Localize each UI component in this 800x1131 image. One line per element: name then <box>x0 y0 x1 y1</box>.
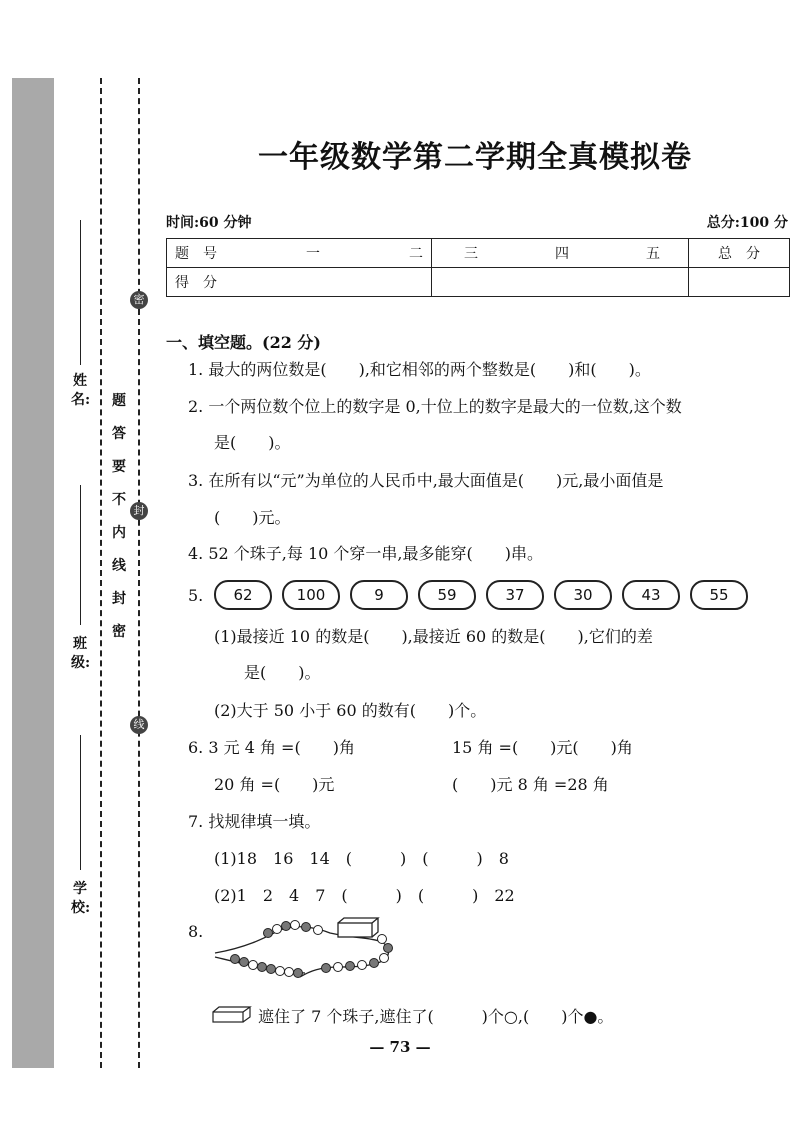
cloud-number: 55 <box>690 580 748 610</box>
total-score: 总分:100 分 <box>706 215 788 231</box>
margin-char: 密 <box>112 624 126 640</box>
class-blank <box>80 485 81 625</box>
score-row <box>167 268 790 297</box>
bead-string-illustration <box>210 915 406 987</box>
box-icon <box>212 1006 252 1024</box>
question-3: 3. 在所有以“元”为单位的人民币中,最大面值是( )元,最小面值是 <box>188 471 664 490</box>
margin-char: 要 <box>112 459 126 475</box>
question-8-text: 遮住了 7 个珠子,遮住了( )个○,( )个●。 <box>258 1007 614 1026</box>
margin-char: 线 <box>112 558 126 574</box>
question-4: 4. 52 个珠子,每 10 个穿一串,最多能穿( )串。 <box>188 544 543 563</box>
cloud-number: 30 <box>554 580 612 610</box>
question-3-cont: ( )元。 <box>214 508 291 527</box>
score-total-cell[interactable] <box>689 268 790 297</box>
question-2-cont: 是( )。 <box>214 433 291 452</box>
margin-char: 题 <box>112 393 126 409</box>
cloud-number: 59 <box>418 580 476 610</box>
score-header-cell <box>432 239 689 268</box>
cloud-number: 100 <box>282 580 340 610</box>
seal-mark: 封 <box>130 502 148 520</box>
header-col-5: 五 <box>646 246 660 262</box>
header-label: 题 号 <box>175 246 217 262</box>
question-6b: 15 角 =( )元( )角 <box>452 738 633 757</box>
question-7-2: (2)1 2 4 7 ( ) ( ) 22 <box>214 886 515 905</box>
header-col-4: 四 <box>555 246 569 262</box>
question-5: 5. <box>188 586 204 605</box>
page-number: — 73 — <box>369 1038 431 1056</box>
margin-char: 答 <box>112 426 126 442</box>
header-col-1: 一 <box>306 246 320 262</box>
question-6d: ( )元 8 角 =28 角 <box>452 775 609 794</box>
margin-char: 不 <box>112 492 126 508</box>
cloud-numbers <box>214 580 748 610</box>
section-heading: 一、填空题。(22 分) <box>166 333 321 352</box>
seal-mark: 线 <box>130 716 148 734</box>
score-header-cell <box>167 239 432 268</box>
header-total: 总 分 <box>689 239 790 268</box>
question-1: 1. 最大的两位数是( ),和它相邻的两个整数是( )和( )。 <box>188 360 651 379</box>
header-col-2: 二 <box>409 246 423 262</box>
cloud-number: 37 <box>486 580 544 610</box>
question-5-1: (1)最接近 10 的数是( ),最接近 60 的数是( ),它们的差 <box>214 627 653 646</box>
question-6a: 6. 3 元 4 角 =( )角 <box>188 738 355 757</box>
score-label: 得 分 <box>167 268 432 297</box>
question-5-2: (2)大于 50 小于 60 的数有( )个。 <box>214 701 487 720</box>
cloud-number: 43 <box>622 580 680 610</box>
question-7: 7. 找规律填一填。 <box>188 812 321 831</box>
time-limit: 时间:60 分钟 <box>166 215 252 231</box>
header-col-3: 三 <box>464 246 478 262</box>
name-label: 姓名: <box>71 373 91 408</box>
question-2: 2. 一个两位数个位上的数字是 0,十位上的数字是最大的一位数,这个数 <box>188 397 682 416</box>
question-8: 8. <box>188 922 204 941</box>
score-cell[interactable] <box>432 268 689 297</box>
seal-mark: 密 <box>130 291 148 309</box>
margin-char: 内 <box>112 525 126 541</box>
question-5-1-cont: 是( )。 <box>244 663 321 682</box>
cut-line-left <box>100 78 102 1068</box>
class-label: 班级: <box>71 636 91 671</box>
page-title: 一年级数学第二学期全真模拟卷 <box>258 140 692 175</box>
cut-line-right <box>138 78 140 1068</box>
cloud-number: 9 <box>350 580 408 610</box>
binding-margin <box>12 78 54 1068</box>
cloud-number: 62 <box>214 580 272 610</box>
school-label: 学校: <box>71 881 91 916</box>
school-blank <box>80 735 81 870</box>
score-header-row <box>167 239 790 268</box>
question-7-1: (1)18 16 14 ( ) ( ) 8 <box>214 849 509 868</box>
margin-char: 封 <box>112 591 126 607</box>
score-table <box>166 238 790 297</box>
question-6c: 20 角 =( )元 <box>214 775 335 794</box>
name-blank <box>80 220 81 365</box>
